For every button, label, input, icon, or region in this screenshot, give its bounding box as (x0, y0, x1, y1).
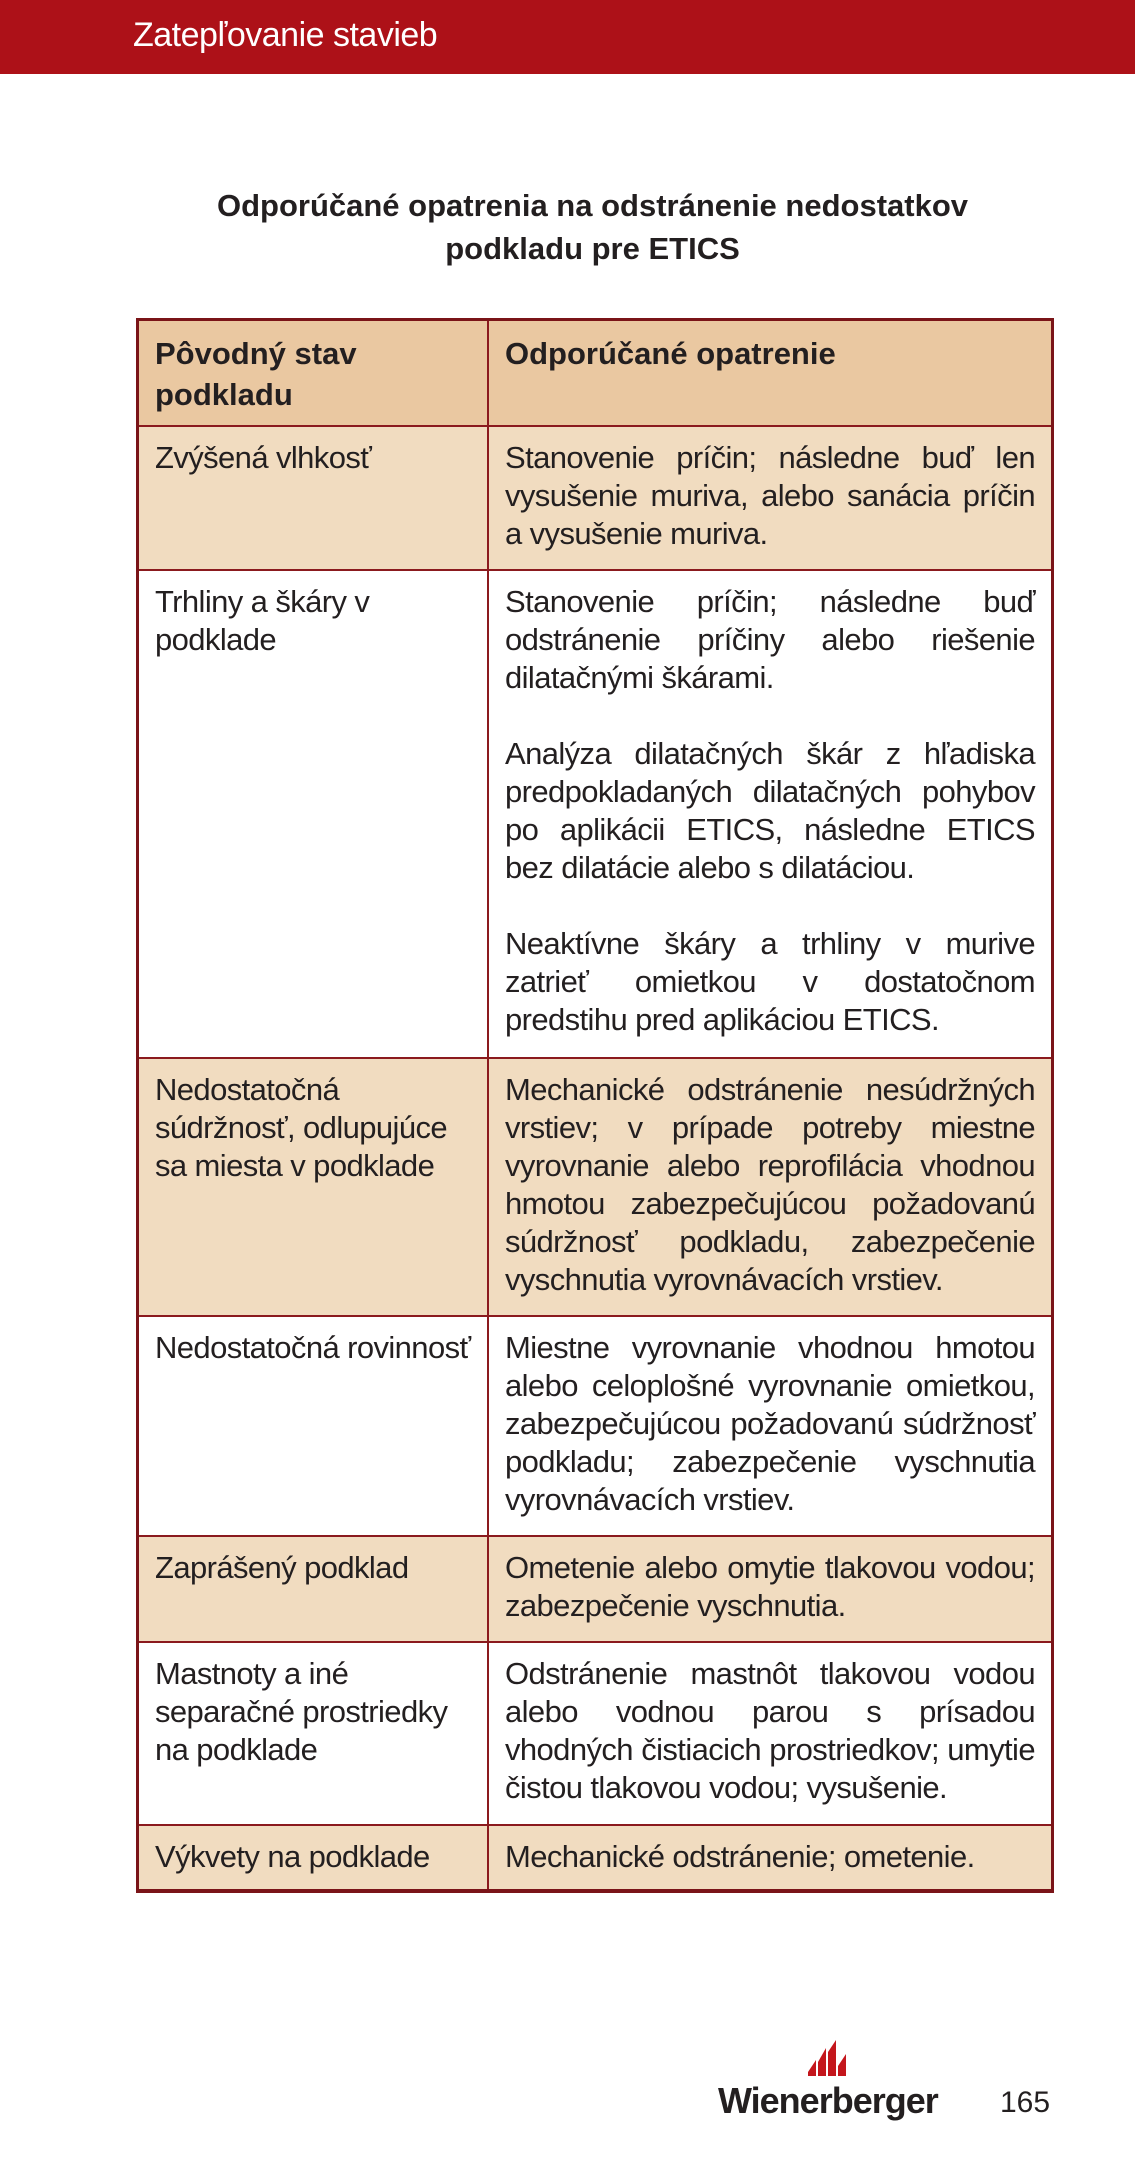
wienerberger-logo (718, 2040, 958, 2120)
table-row (139, 1058, 1051, 1316)
condition-cell: Mastnoty a iné separačné prostriedky na podklade (139, 1642, 488, 1825)
brand-name: Wienerberger (718, 2080, 938, 2121)
measure-cell: Ometenie alebo omytie tlakovou vodou; zabezpečenie vyschnutia. (488, 1536, 1051, 1642)
wienerberger-logo-icon (808, 2040, 848, 2076)
measure-cell: Mechanické odstránenie; ometenie. (488, 1825, 1051, 1889)
measure-cell: Stanovenie príčin; následne buď len vysušenie muriva, alebo sanácia príčin a vysušenie muriva. (488, 426, 1051, 570)
measure-paragraph: Analýza dilatačných škár z hľadiska predpokladaných dilatačných pohybov po aplikácii ETICS, následne ETICS bez dilatácie alebo s dilatáciou. (505, 736, 1035, 885)
measure-paragraph: Stanovenie príčin; následne buď odstránenie príčiny alebo riešenie dilatačnými škárami. (505, 584, 1035, 695)
column-header-condition: Pôvodný stav podkladu (139, 321, 488, 426)
table-row (139, 1536, 1051, 1642)
measure-paragraph: Neaktívne škáry a trhliny v murive zatrieť omietkou v dostatočnom predstihu pred aplikáciou ETICS. (505, 926, 1035, 1037)
measure-cell: Miestne vyrovnanie vhodnou hmotou alebo celoplošné vyrovnanie omietkou, zabezpečujúcou požadovanú súdržnosť podkladu; zabezpečenie vyschnutia vyrovnávacích vrstiev. (488, 1316, 1051, 1536)
column-header-measures: Odporúčané opatrenie (488, 321, 1051, 426)
measure-cell (488, 570, 1051, 1058)
measure-cell: Odstránenie mastnôt tlakovou vodou alebo vodnou parou s prísadou vhodných čistiacich prostriedkov; umytie čistou tlakovou vodou; vysušenie. (488, 1642, 1051, 1825)
condition-cell: Nedostatočná rovinnosť (139, 1316, 488, 1536)
chapter-title: Zatepľovanie stavieb (133, 16, 438, 54)
table-row (139, 1825, 1051, 1889)
condition-cell: Zvýšená vlhkosť (139, 426, 488, 570)
table-header-row (139, 321, 1051, 426)
table-row (139, 426, 1051, 570)
table-row (139, 1642, 1051, 1825)
table-row (139, 1316, 1051, 1536)
page-number: 165 (1000, 2086, 1051, 2119)
measure-cell: Mechanické odstránenie nesúdržných vrstiev; v prípade potreby miestne vyrovnanie alebo reprofilácia vhodnou hmotou zabezpečujúcou požadovanú súdržnosť podkladu, zabezpečenie vyschnutia vyrovnávacích vrstiev. (488, 1058, 1051, 1316)
condition-cell: Trhliny a škáry v podklade (139, 570, 488, 1058)
table-row (139, 570, 1051, 1058)
condition-cell: Výkvety na podklade (139, 1825, 488, 1889)
page-title-line-1: Odporúčané opatrenia na odstránenie nedostatkov (216, 188, 969, 223)
measures-table (136, 318, 1054, 1893)
page-title (100, 184, 1085, 270)
condition-cell: Zaprášený podklad (139, 1536, 488, 1642)
chapter-header-bar (0, 0, 1135, 74)
condition-cell: Nedostatočná súdržnosť, odlupujúce sa miesta v podklade (139, 1058, 488, 1316)
page-title-line-2: podkladu pre ETICS (445, 231, 740, 266)
